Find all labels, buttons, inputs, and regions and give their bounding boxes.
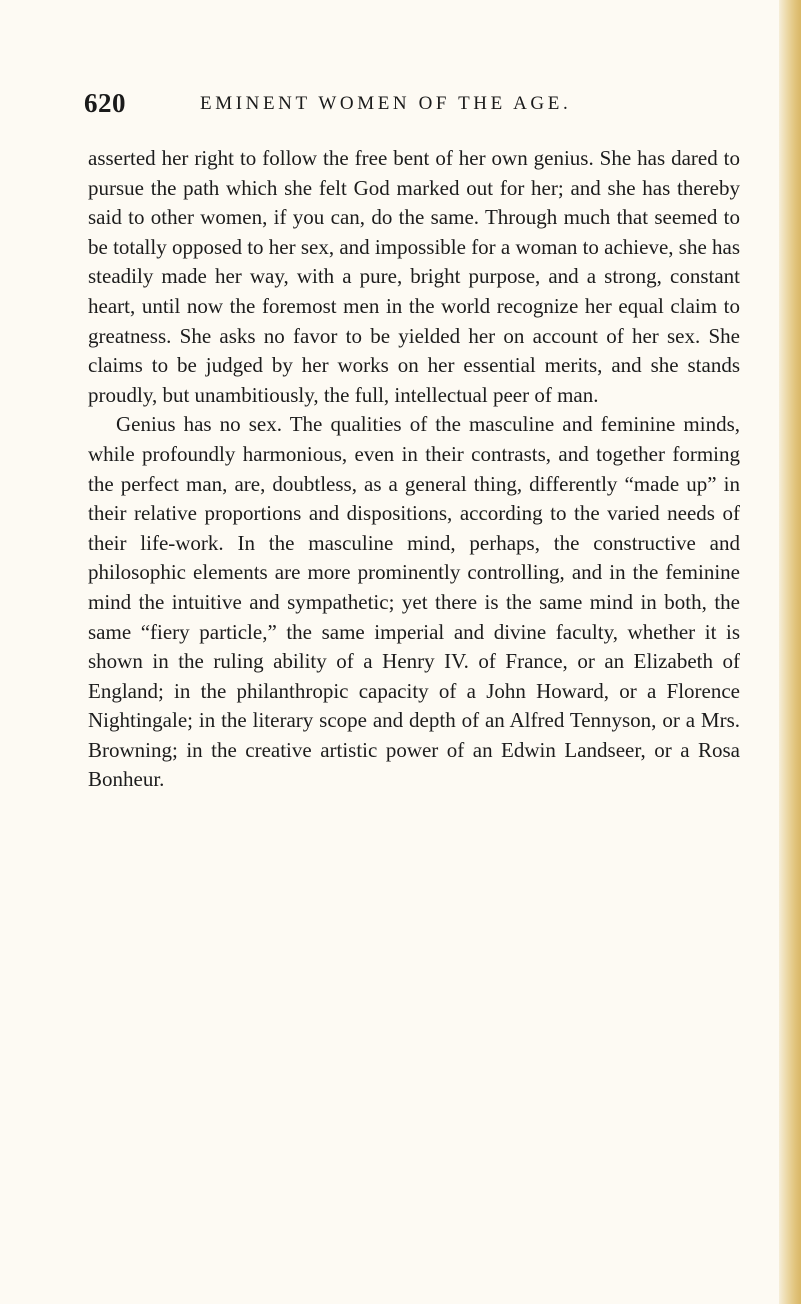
running-title: EMINENT WOMEN OF THE AGE.: [200, 93, 572, 114]
paragraph: asserted her right to follow the free bent of her own genius. She has dared to pursue the path which she felt God marked out for her; and she has thereby said to other women, if you can, do the same. Through much that seemed to be totally opposed to her sex, and impossible for a woman to achieve, she has steadily made her way, with a pure, bright purpose, and a strong, constant heart, until now the foremost men in the world recognize her equal claim to greatness. She asks no favor to be yielded her on account of her sex. She claims to be judged by her works on her essential merits, and she stands proudly, but unambitiously, the full, intellectual peer of man.: [88, 146, 741, 407]
page-number: 620: [84, 88, 126, 118]
paragraph: Genius has no sex. The qualities of the masculine and feminine minds, while profoundly harmonious, even in their contrasts, and together forming the perfect man, are, doubtless, as a general thing, differently “made up” in their relative proportions and dispositions, according to the varied needs of their life-work. In the masculine mind, perhaps, the constructive and philosophic elements are more prominently controlling, and in the feminine mind the intuitive and sympathetic; yet there is the same mind in both, the same “fiery particle,” the same imperial and divine faculty, whether it is shown in the ruling ability of a Henry IV. of France, or an Elizabeth of England; in the philanthropic capacity of a John Howard, or a Florence Nightingale; in the literary scope and depth of an Alfred Tennyson, or a Mrs. Browning; in the creative artistic power of an Edwin Landseer, or a Rosa Bonheur.: [88, 412, 740, 792]
body-text: [88, 144, 740, 795]
page-edge: [779, 0, 801, 1304]
running-header: [84, 88, 724, 118]
